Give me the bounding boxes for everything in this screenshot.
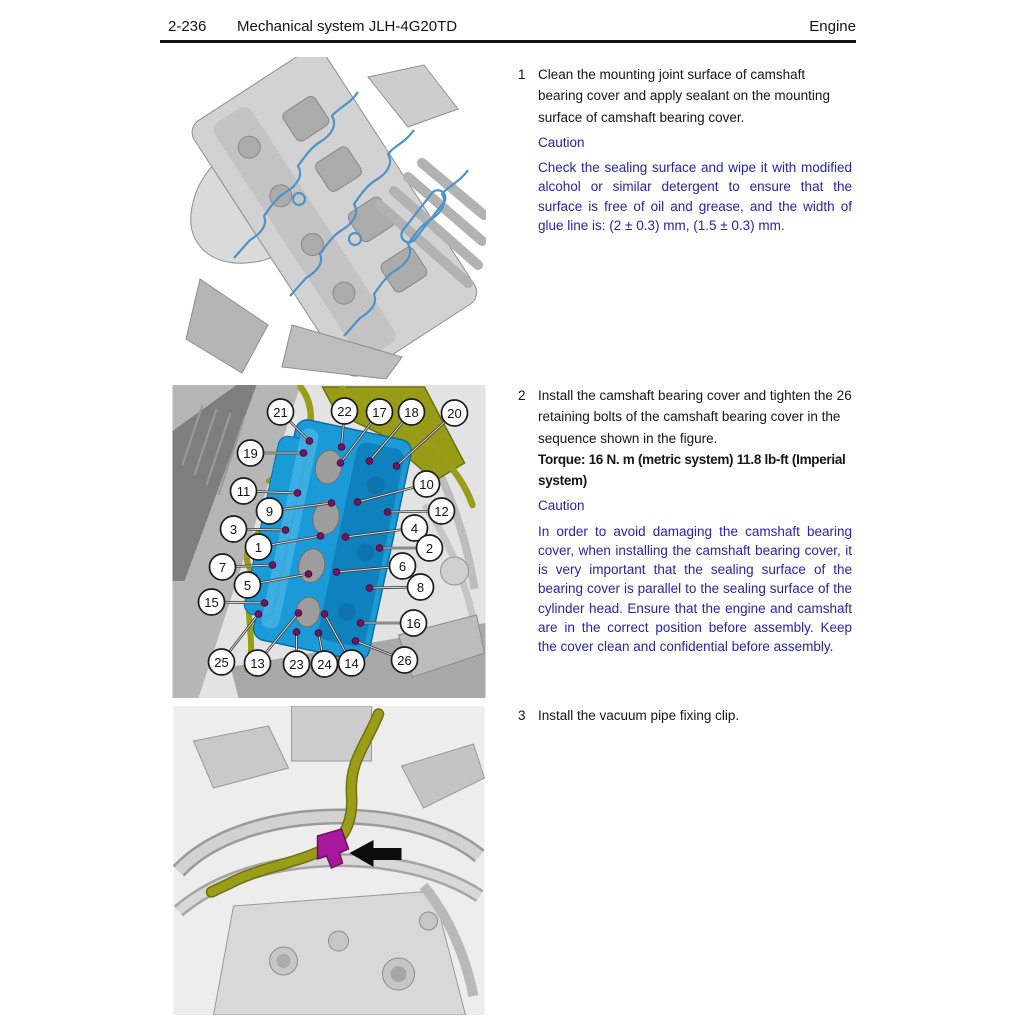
bolt-marker-3 bbox=[282, 527, 289, 534]
bolt-marker-8 bbox=[366, 585, 373, 592]
svg-text:26: 26 bbox=[397, 653, 412, 668]
engine-sealant-illustration bbox=[172, 57, 486, 379]
svg-text:23: 23 bbox=[289, 657, 304, 672]
bolt-marker-17 bbox=[337, 460, 344, 467]
figure-sealant-application bbox=[172, 57, 486, 379]
svg-text:17: 17 bbox=[372, 405, 387, 420]
svg-text:9: 9 bbox=[265, 504, 274, 519]
bolt-marker-26 bbox=[352, 638, 359, 645]
header-chapter-title: Engine bbox=[809, 18, 856, 35]
bolt-marker-4 bbox=[342, 534, 349, 541]
header-section-title: Mechanical system JLH-4G20TD bbox=[237, 18, 458, 35]
step-2-text: Install the camshaft bearing cover and tighten the 26 retaining bolts of the camshaft bearing cover in the sequence shown in the figure. bbox=[538, 388, 852, 446]
bolt-marker-24 bbox=[315, 630, 322, 637]
bolt-marker-12 bbox=[384, 509, 391, 516]
svg-text:24: 24 bbox=[317, 657, 332, 672]
svg-text:19: 19 bbox=[243, 446, 258, 461]
svg-text:4: 4 bbox=[410, 521, 419, 536]
bolt-marker-13 bbox=[295, 610, 302, 617]
bolt-marker-23 bbox=[293, 629, 300, 636]
bolt-marker-18 bbox=[366, 458, 373, 465]
bolt-marker-7 bbox=[269, 562, 276, 569]
bolt-marker-22 bbox=[338, 444, 345, 451]
bolt-marker-19 bbox=[300, 450, 307, 457]
step-3-number: 3 bbox=[518, 708, 526, 723]
svg-text:2: 2 bbox=[425, 541, 434, 556]
vacuum-clip-illustration bbox=[172, 706, 486, 1015]
step-1-number: 1 bbox=[518, 67, 526, 82]
bolt-marker-2 bbox=[376, 545, 383, 552]
svg-text:21: 21 bbox=[273, 405, 288, 420]
svg-text:5: 5 bbox=[243, 578, 252, 593]
svg-text:3: 3 bbox=[229, 522, 238, 537]
bolt-marker-1 bbox=[317, 533, 324, 540]
step-1 bbox=[518, 64, 852, 235]
svg-text:10: 10 bbox=[419, 477, 434, 492]
bolt-marker-10 bbox=[354, 499, 361, 506]
bolt-marker-9 bbox=[328, 500, 335, 507]
svg-text:11: 11 bbox=[236, 484, 251, 499]
header-rule bbox=[160, 40, 856, 43]
step-1-caution-text: Check the sealing surface and wipe it with modified alcohol or similar detergent to ensure that the surface is free of oil and grease, and the width of glue line is: (2 ± 0.3) mm, (1.5 ± 0.3) mm. bbox=[538, 160, 852, 233]
svg-text:16: 16 bbox=[406, 616, 421, 631]
bolt-marker-21 bbox=[306, 438, 313, 445]
bolt-sequence-illustration bbox=[172, 385, 486, 698]
step-3-text: Install the vacuum pipe fixing clip. bbox=[538, 708, 740, 723]
bolt-marker-15 bbox=[261, 600, 268, 607]
bolt-marker-16 bbox=[357, 620, 364, 627]
svg-text:7: 7 bbox=[218, 560, 227, 575]
svg-text:6: 6 bbox=[398, 559, 407, 574]
svg-text:14: 14 bbox=[344, 656, 359, 671]
figure-vacuum-pipe-clip bbox=[172, 706, 486, 1015]
bolt-marker-5 bbox=[305, 571, 312, 578]
svg-text:18: 18 bbox=[404, 405, 419, 420]
step-2-number: 2 bbox=[518, 388, 526, 403]
step-2 bbox=[518, 385, 852, 656]
bolt-marker-14 bbox=[321, 611, 328, 618]
step-1-text: Clean the mounting joint surface of camshaft bearing cover and apply sealant on the mounting surface of camshaft bearing cover. bbox=[538, 67, 830, 125]
step-3 bbox=[518, 705, 852, 726]
bolt-marker-25 bbox=[255, 611, 262, 618]
bolt-marker-6 bbox=[333, 569, 340, 576]
svg-text:22: 22 bbox=[337, 404, 352, 419]
engine-grey-body bbox=[186, 57, 484, 379]
svg-text:8: 8 bbox=[416, 580, 425, 595]
step-2-torque-spec: Torque: 16 N. m (metric system) 11.8 lb-ft (Imperial system) bbox=[538, 451, 846, 489]
svg-text:25: 25 bbox=[214, 655, 229, 670]
figure-bolt-tightening-sequence bbox=[172, 385, 486, 698]
svg-text:15: 15 bbox=[204, 595, 219, 610]
svg-text:13: 13 bbox=[250, 656, 265, 671]
page-number: 2-236 bbox=[168, 18, 207, 35]
step-1-caution-label: Caution bbox=[538, 134, 585, 150]
step-2-caution-label: Caution bbox=[538, 498, 585, 514]
svg-text:1: 1 bbox=[254, 540, 263, 555]
svg-text:20: 20 bbox=[447, 406, 462, 421]
bolt-marker-20 bbox=[393, 463, 400, 470]
step-2-caution-text: In order to avoid damaging the camshaft bearing cover, when installing the camshaft bearing cover, it is very important that the sealing surface of the bearing cover is parallel to the sealing surface of the cylinder head. Ensure that the engine and camshaft are in the correct position before assembly. Keep the cover clean and confidential before assembly. bbox=[538, 523, 852, 654]
bolt-marker-11 bbox=[294, 490, 301, 497]
svg-text:12: 12 bbox=[434, 504, 449, 519]
